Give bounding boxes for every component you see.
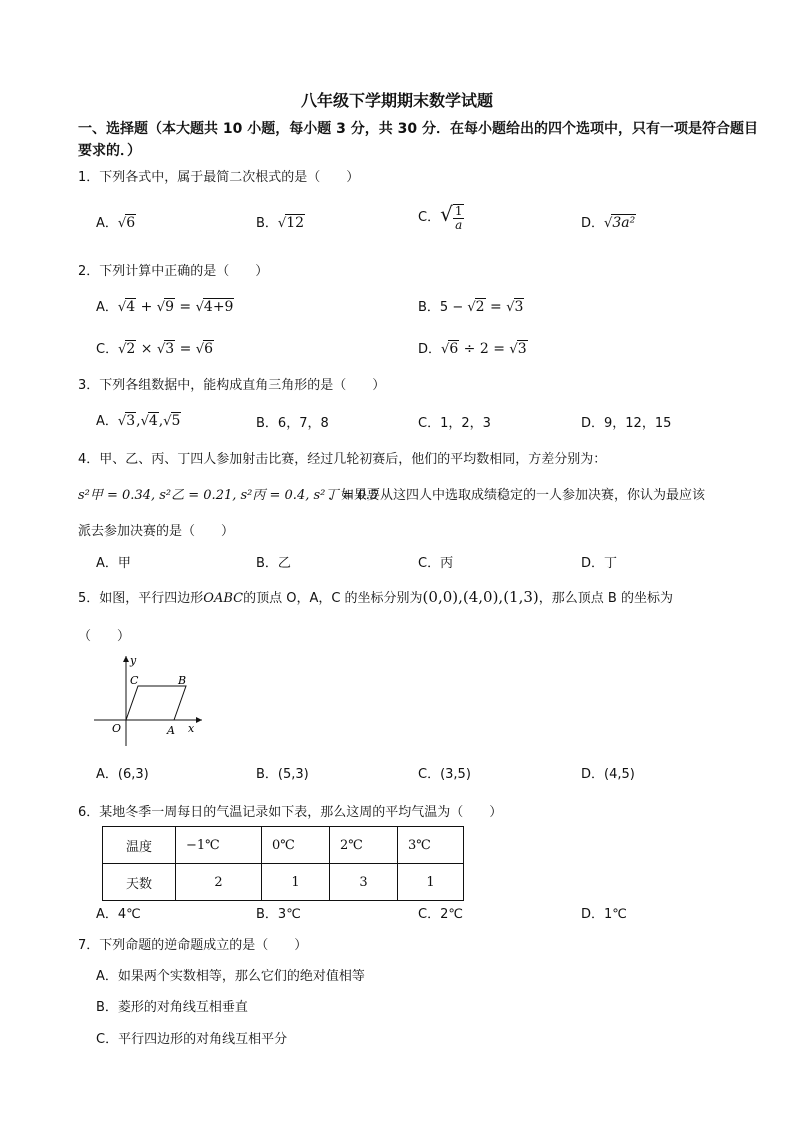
question-4-stem: 4．甲、乙、丙、丁四人参加射击比赛，经过几轮初赛后，他们的平均数相同，方差分别为：: [78, 452, 607, 467]
option-label: D．: [418, 342, 442, 357]
q4-option-b: B．乙: [256, 556, 291, 571]
radicand: 4: [126, 299, 136, 315]
table-row: [103, 827, 464, 864]
y-axis-label: y: [130, 654, 137, 667]
q7-option-c: C．平行四边形的对角线互相平分: [96, 1032, 288, 1047]
q6-option-d: D．1℃: [581, 907, 627, 922]
option-label: C．: [96, 342, 119, 357]
q5-option-c: C．(3,5): [418, 767, 471, 782]
q4-option-c: C．丙: [418, 556, 454, 571]
radicand: 6: [126, 215, 136, 231]
option-label: A．: [96, 216, 118, 231]
operator: +: [136, 299, 157, 315]
q5-option-a: A．(6,3): [96, 767, 149, 782]
radicand: 3: [165, 341, 175, 357]
radicand: 5: [171, 413, 181, 429]
vertex-c-label: C: [130, 674, 139, 687]
fraction-denominator: a: [455, 217, 463, 232]
radicand: 6: [449, 341, 459, 357]
parallelogram-figure: [90, 650, 210, 750]
q4-option-a: A．甲: [96, 556, 131, 571]
q2-option-b: B．5 − √2 = √3: [418, 299, 524, 315]
radicand: 9: [165, 299, 174, 315]
vertex-o-label: O: [112, 722, 122, 735]
q1-option-d: D．√3a²: [581, 215, 636, 231]
radicand: 2: [126, 341, 136, 357]
q1-option-c: C．√ $\frac{1}{a}$: [418, 202, 463, 232]
option-label: D．: [581, 216, 605, 231]
option-label: B．: [256, 216, 278, 231]
fraction-numerator: 1: [454, 203, 463, 218]
question-2-stem: 2．下列计算中正确的是（ ）: [78, 264, 269, 279]
q2-option-c: C．√2 × √3 = √6: [96, 341, 214, 357]
operator: =: [174, 299, 196, 315]
question-3-stem: 3．下列各组数据中，能构成直角三角形的是（ ）: [78, 378, 386, 393]
q3-option-b: B．6，7，8: [256, 416, 329, 431]
q7-option-b: B．菱形的对角线互相垂直: [96, 1000, 248, 1015]
vertex-b-label: B: [178, 674, 187, 687]
table-cell: −1℃: [176, 827, 262, 864]
q2-option-a: A．√4 + √9 = √4+9: [96, 299, 234, 315]
radicand: 3a²: [612, 215, 636, 231]
q5-option-b: B．(5,3): [256, 767, 309, 782]
q4-variances: s²甲 = 0.34, s²乙 = 0.21, s²丙 = 0.4, s²丁 = 0.5: [78, 488, 379, 503]
operator: =: [175, 341, 196, 357]
radicand: 6: [204, 341, 214, 357]
q3-option-d: D．9，12，15: [581, 416, 672, 431]
stem-part: 的顶点 O，A，C 的坐标分别为: [243, 591, 423, 606]
operator: =: [485, 299, 507, 315]
option-label: C．: [418, 210, 441, 225]
table-cell: 1: [398, 864, 464, 901]
shape-name: OABC: [203, 591, 244, 606]
table-cell: 3: [330, 864, 398, 901]
page-title: 八年级下学期期末数学试题: [300, 91, 493, 110]
operator: ×: [136, 341, 157, 357]
q1-option-b: B．√12: [256, 215, 305, 231]
comma: ,: [136, 413, 141, 429]
question-7-stem: 7．下列命题的逆命题成立的是（ ）: [78, 938, 308, 953]
q4-line3: 派去参加决赛的是（ ）: [78, 524, 235, 539]
table-cell: 2: [176, 864, 262, 901]
radicand: 12: [286, 215, 305, 231]
stem-part: ，那么顶点 B 的坐标为: [538, 591, 673, 606]
q5-answer-paren: （ ）: [78, 629, 131, 644]
q1-option-a: A．√6: [96, 215, 136, 231]
table-cell: 2℃: [330, 827, 398, 864]
radicand: 3: [517, 341, 527, 357]
radicand: 2: [475, 299, 485, 315]
question-1-stem: 1．下列各式中，属于最简二次根式的是（ ）: [78, 170, 360, 185]
q4-line2-tail: ．如果要从这四人中选取成绩稳定的一人参加决赛，你认为最应该: [328, 488, 706, 503]
table-cell: 天数: [103, 864, 176, 901]
table-cell: 0℃: [262, 827, 330, 864]
comma: ,: [158, 413, 164, 429]
radicand: 4: [148, 413, 158, 429]
x-axis-label: x: [188, 722, 195, 735]
stem-part: 5．如图，平行四边形: [78, 591, 204, 606]
q6-option-c: C．2℃: [418, 907, 463, 922]
q6-option-a: A．4℃: [96, 907, 141, 922]
option-label: A．: [96, 414, 118, 429]
operator: ÷ 2 =: [459, 341, 510, 357]
question-5-stem: [78, 587, 673, 606]
question-6-stem: 6．某地冬季一周每日的气温记录如下表，那么这周的平均气温为（ ）: [78, 805, 503, 820]
radicand: 3: [514, 299, 524, 315]
table-row: [103, 864, 464, 901]
section-heading: 一、选择题（本大题共 10 小题，每小题 3 分，共 30 分．在每小题给出的四个选项中，只有一项是符合题目要求的．）: [78, 121, 758, 159]
q3-option-a: A．√3,√4,√5: [96, 413, 181, 429]
table-cell: 温度: [103, 827, 176, 864]
table-cell: 3℃: [398, 827, 464, 864]
q2-option-d: D．√6 ÷ 2 = √3: [418, 341, 527, 357]
option-label: B．5 −: [418, 300, 468, 315]
radicand: 3: [126, 413, 136, 429]
coordinates: (0,0),(4,0),(1,3): [422, 588, 539, 606]
q5-option-d: D．(4,5): [581, 767, 635, 782]
radicand: 4+9: [203, 299, 234, 315]
q3-option-c: C．1，2，3: [418, 416, 491, 431]
table-cell: 1: [262, 864, 330, 901]
option-label: A．: [96, 300, 118, 315]
temperature-table: [102, 826, 464, 901]
q4-option-d: D．丁: [581, 556, 618, 571]
q7-option-a: A．如果两个实数相等，那么它们的绝对值相等: [96, 969, 365, 984]
q6-option-b: B．3℃: [256, 907, 301, 922]
vertex-a-label: A: [167, 724, 175, 737]
